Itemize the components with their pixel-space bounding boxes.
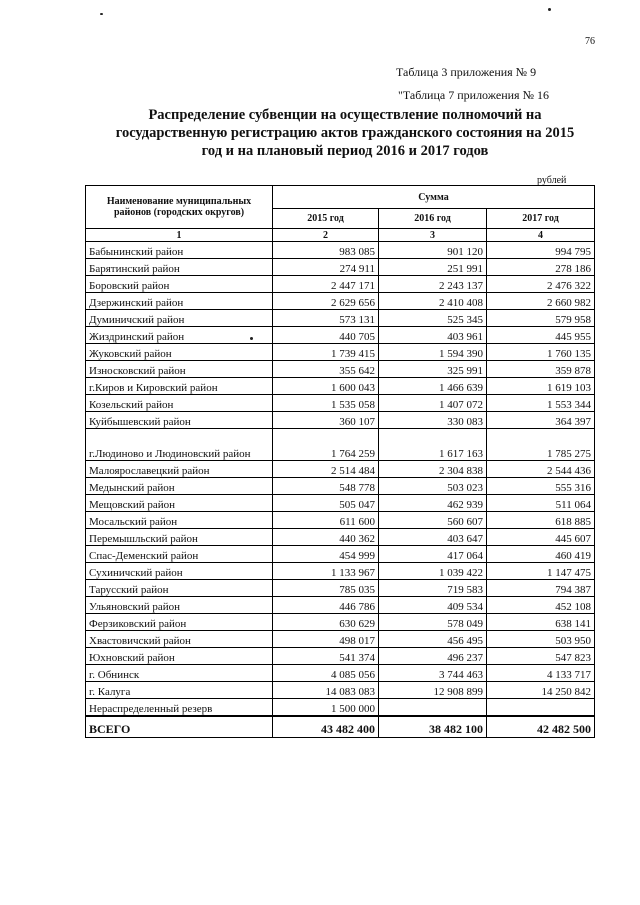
- value-2015: 1 133 967: [273, 563, 379, 580]
- value-2017: 445 607: [487, 529, 595, 546]
- table-row: [86, 276, 595, 293]
- total-2017: 42 482 500: [487, 716, 595, 738]
- district-name: Думиничский район: [86, 310, 273, 327]
- appendix-line-1: Таблица 3 приложения № 9: [396, 65, 537, 79]
- value-2015: 440 362: [273, 529, 379, 546]
- value-2015: 274 911: [273, 259, 379, 276]
- table-row: [86, 546, 595, 563]
- value-2017: 364 397: [487, 412, 595, 429]
- value-2016: 901 120: [379, 242, 487, 259]
- value-2017: 555 316: [487, 478, 595, 495]
- value-2016: 1 466 639: [379, 378, 487, 395]
- value-2015: 4 085 056: [273, 665, 379, 682]
- value-2016: 1 594 390: [379, 344, 487, 361]
- district-name: Дзержинский район: [86, 293, 273, 310]
- value-2015: 498 017: [273, 631, 379, 648]
- district-name: Нераспределенный резерв: [86, 699, 273, 717]
- value-2016: 2 410 408: [379, 293, 487, 310]
- table-row: [86, 395, 595, 412]
- table-row: [86, 614, 595, 631]
- value-2015: 2 629 656: [273, 293, 379, 310]
- value-2017: 452 108: [487, 597, 595, 614]
- value-2015: 1 739 415: [273, 344, 379, 361]
- value-2016: 578 049: [379, 614, 487, 631]
- table-row: [86, 648, 595, 665]
- table-row: [86, 412, 595, 429]
- value-2016: 12 908 899: [379, 682, 487, 699]
- value-2016: 462 939: [379, 495, 487, 512]
- value-2017: 460 419: [487, 546, 595, 563]
- value-2015: 355 642: [273, 361, 379, 378]
- district-name: Бабынинский район: [86, 242, 273, 259]
- units-label: рублей: [537, 175, 567, 186]
- value-2015: 983 085: [273, 242, 379, 259]
- table-row: [86, 242, 595, 259]
- value-2015: 446 786: [273, 597, 379, 614]
- district-name: Мосальский район: [86, 512, 273, 529]
- page-number: 76: [585, 36, 595, 47]
- value-2015: 360 107: [273, 412, 379, 429]
- sum-header: Сумма: [273, 186, 595, 209]
- value-2017: 445 955: [487, 327, 595, 344]
- value-2017: 1 785 275: [487, 429, 595, 461]
- col-number-3: 3: [379, 229, 487, 242]
- table-row: [86, 344, 595, 361]
- value-2016: 417 064: [379, 546, 487, 563]
- value-2017: 1 619 103: [487, 378, 595, 395]
- district-name: г. Обнинск: [86, 665, 273, 682]
- scan-speck: [100, 13, 103, 15]
- value-2016: 409 534: [379, 597, 487, 614]
- value-2015: 573 131: [273, 310, 379, 327]
- value-2015: 1 600 043: [273, 378, 379, 395]
- value-2017: [487, 699, 595, 717]
- appendix-line-2: "Таблица 7 приложения № 16: [398, 88, 550, 102]
- district-name: Сухиничский район: [86, 563, 273, 580]
- value-2017: 14 250 842: [487, 682, 595, 699]
- table-row: [86, 597, 595, 614]
- district-name: Ульяновский район: [86, 597, 273, 614]
- district-name: Мещовский район: [86, 495, 273, 512]
- col-number-1: 1: [86, 229, 273, 242]
- district-name: г.Людиново и Людиновский район: [86, 429, 273, 461]
- value-2017: 794 387: [487, 580, 595, 597]
- district-name: Юхновский район: [86, 648, 273, 665]
- value-2015: 785 035: [273, 580, 379, 597]
- value-2015: 2 514 484: [273, 461, 379, 478]
- value-2017: 994 795: [487, 242, 595, 259]
- value-2016: 1 039 422: [379, 563, 487, 580]
- value-2015: 440 705: [273, 327, 379, 344]
- district-name: Куйбышевский район: [86, 412, 273, 429]
- district-name: Износковский район: [86, 361, 273, 378]
- table-row: [86, 327, 595, 344]
- district-name: г. Калуга: [86, 682, 273, 699]
- value-2017: 638 141: [487, 614, 595, 631]
- total-label: ВСЕГО: [86, 716, 273, 738]
- value-2016: 2 304 838: [379, 461, 487, 478]
- value-2017: 503 950: [487, 631, 595, 648]
- value-2016: 525 345: [379, 310, 487, 327]
- table-row: [86, 378, 595, 395]
- subvention-table: [85, 185, 595, 738]
- table-row: [86, 631, 595, 648]
- table-row: [86, 429, 595, 461]
- year-header-2015: 2015 год: [273, 209, 379, 229]
- value-2016: 403 647: [379, 529, 487, 546]
- value-2016: 503 023: [379, 478, 487, 495]
- district-name: Барятинский район: [86, 259, 273, 276]
- table-row: [86, 293, 595, 310]
- year-header-2016: 2016 год: [379, 209, 487, 229]
- value-2017: 547 823: [487, 648, 595, 665]
- col-name-header: Наименование муниципальных районов (городских округов): [86, 186, 273, 229]
- table-row: [86, 478, 595, 495]
- value-2016: 1 407 072: [379, 395, 487, 412]
- district-name: Козельский район: [86, 395, 273, 412]
- col-number-2: 2: [273, 229, 379, 242]
- table-row: [86, 665, 595, 682]
- value-2015: 505 047: [273, 495, 379, 512]
- value-2017: 2 660 982: [487, 293, 595, 310]
- table-row: [86, 563, 595, 580]
- total-2015: 43 482 400: [273, 716, 379, 738]
- value-2017: 1 147 475: [487, 563, 595, 580]
- value-2017: 278 186: [487, 259, 595, 276]
- table-row: [86, 495, 595, 512]
- district-name: Малоярославецкий район: [86, 461, 273, 478]
- table-row: [86, 361, 595, 378]
- value-2016: 1 617 163: [379, 429, 487, 461]
- district-name: Жуковский район: [86, 344, 273, 361]
- total-row: [86, 716, 595, 738]
- document-title: Распределение субвенции на осуществление полномочий на государственную регистрацию актов гражданского состояния на 2015 год и на плановый период 2016 и 2017 годов: [115, 107, 575, 159]
- table-row: [86, 461, 595, 478]
- value-2015: 1 500 000: [273, 699, 379, 717]
- value-2016: 456 495: [379, 631, 487, 648]
- value-2015: 14 083 083: [273, 682, 379, 699]
- value-2015: 611 600: [273, 512, 379, 529]
- district-name: г.Киров и Кировский район: [86, 378, 273, 395]
- value-2015: 541 374: [273, 648, 379, 665]
- total-2016: 38 482 100: [379, 716, 487, 738]
- value-2017: 359 878: [487, 361, 595, 378]
- year-header-2017: 2017 год: [487, 209, 595, 229]
- district-name: Перемышльский район: [86, 529, 273, 546]
- table-row: [86, 682, 595, 699]
- value-2016: 2 243 137: [379, 276, 487, 293]
- col-number-4: 4: [487, 229, 595, 242]
- value-2017: 579 958: [487, 310, 595, 327]
- value-2017: 2 544 436: [487, 461, 595, 478]
- value-2015: 454 999: [273, 546, 379, 563]
- district-name: Боровский район: [86, 276, 273, 293]
- value-2016: [379, 699, 487, 717]
- value-2015: 630 629: [273, 614, 379, 631]
- table-row: [86, 529, 595, 546]
- value-2016: 719 583: [379, 580, 487, 597]
- value-2016: 560 607: [379, 512, 487, 529]
- value-2016: 403 961: [379, 327, 487, 344]
- table-row: [86, 310, 595, 327]
- district-name: Спас-Деменский район: [86, 546, 273, 563]
- value-2016: 330 083: [379, 412, 487, 429]
- district-name: Медынский район: [86, 478, 273, 495]
- value-2015: 1 764 259: [273, 429, 379, 461]
- table-row: [86, 512, 595, 529]
- value-2016: 3 744 463: [379, 665, 487, 682]
- value-2016: 496 237: [379, 648, 487, 665]
- district-name: Хвастовичский район: [86, 631, 273, 648]
- value-2017: 618 885: [487, 512, 595, 529]
- district-name: Жиздринский район: [86, 327, 273, 344]
- value-2017: 2 476 322: [487, 276, 595, 293]
- value-2016: 325 991: [379, 361, 487, 378]
- value-2015: 548 778: [273, 478, 379, 495]
- scan-speck: [250, 337, 253, 340]
- district-name: Ферзиковский район: [86, 614, 273, 631]
- value-2017: 1 760 135: [487, 344, 595, 361]
- value-2017: 1 553 344: [487, 395, 595, 412]
- value-2015: 1 535 058: [273, 395, 379, 412]
- table-row: [86, 580, 595, 597]
- value-2015: 2 447 171: [273, 276, 379, 293]
- table-row: [86, 259, 595, 276]
- value-2016: 251 991: [379, 259, 487, 276]
- table-row: [86, 699, 595, 717]
- value-2017: 511 064: [487, 495, 595, 512]
- district-name: Тарусский район: [86, 580, 273, 597]
- value-2017: 4 133 717: [487, 665, 595, 682]
- scan-speck: [548, 8, 551, 11]
